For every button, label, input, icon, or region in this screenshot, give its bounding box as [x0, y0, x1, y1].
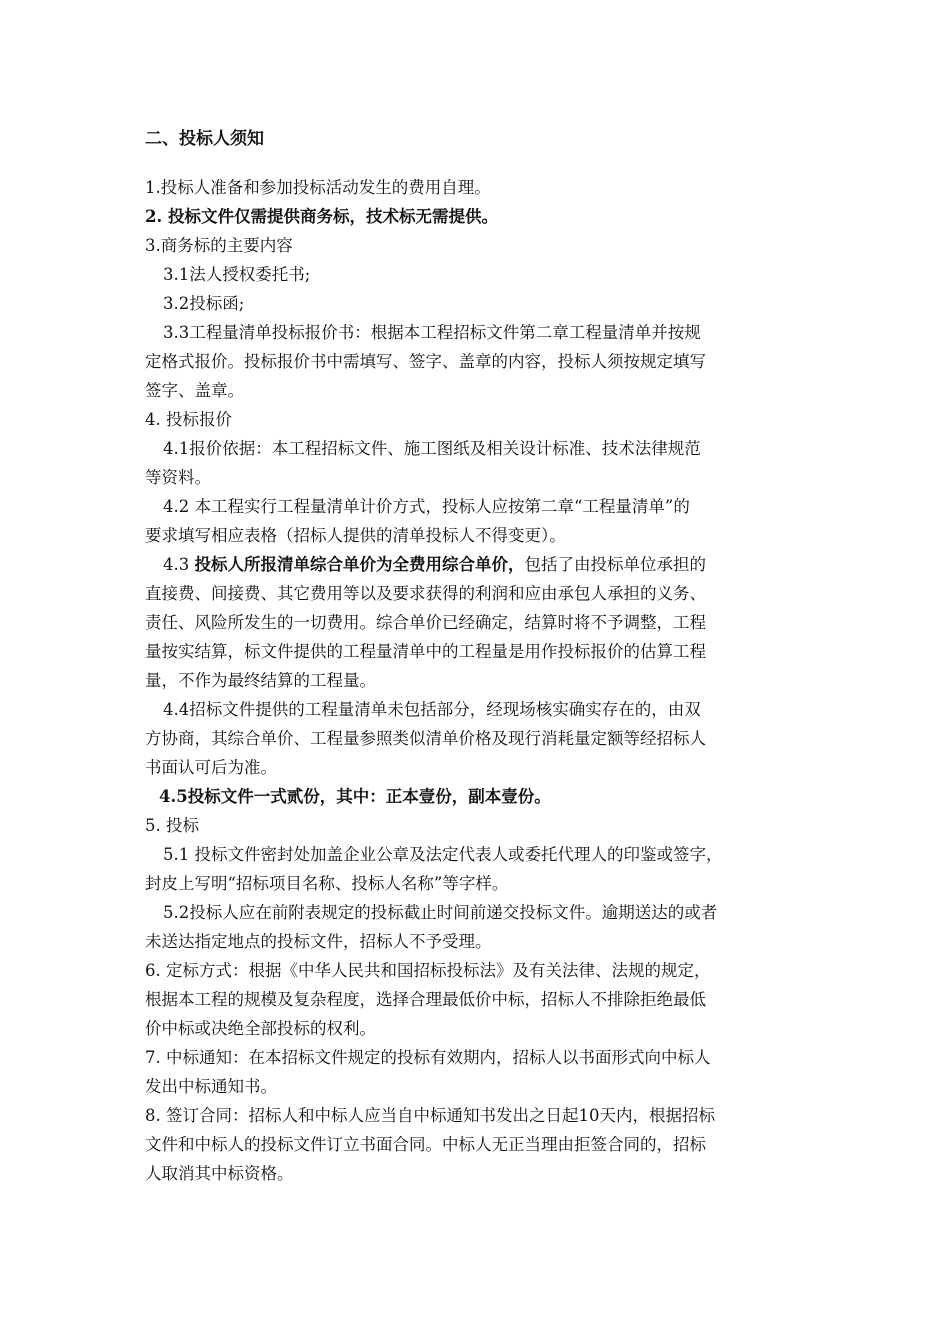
- clause-6-line-1: 6. 定标方式：根据《中华人民共和国招标投标法》及有关法律、法规的规定，: [145, 961, 711, 980]
- clause-8-line-3: 人取消其中标资格。: [145, 1164, 294, 1183]
- section-title: 二、投标人须知: [145, 129, 264, 149]
- clause-5-1-line-2: 封皮上写明“招标项目名称、投标人名称”等字样。: [145, 874, 509, 893]
- clause-6-line-3: 价中标或决绝全部投标的权利。: [145, 1019, 376, 1038]
- clause-4-3-line-5: 量，不作为最终结算的工程量。: [145, 671, 376, 690]
- document-page: [145, 125, 815, 1188]
- clause-7-line-2: 发出中标通知书。: [145, 1077, 277, 1096]
- clause-3: 3.商务标的主要内容: [145, 236, 293, 255]
- clause-7-line-1: 7. 中标通知：在本招标文件规定的投标有效期内，招标人以书面形式向中标人: [145, 1048, 711, 1067]
- clause-4-3-line-3: 责任、风险所发生的一切费用。综合单价已经确定，结算时将不予调整，工程: [145, 613, 706, 632]
- clause-4-3-line-2: 直接费、间接费、其它费用等以及要求获得的利润和应由承包人承担的义务、: [145, 584, 706, 603]
- clause-5: 5. 投标: [145, 816, 199, 835]
- clause-4-3-rest: 包括了由投标单位承担的: [524, 555, 706, 574]
- clause-8-line-1: 8. 签订合同：招标人和中标人应当自中标通知书发出之日起10天内，根据招标: [145, 1106, 715, 1125]
- clause-8-line-2: 文件和中标人的投标文件订立书面合同。中标人无正当理由拒签合同的，招标: [145, 1135, 706, 1154]
- clause-4-3-emphasis: 投标人所报清单综合单价为全费用综合单价，: [194, 555, 525, 574]
- clause-5-1-line-1: 5.1 投标文件密封处加盖企业公章及法定代表人或委托代理人的印鉴或签字，: [163, 845, 723, 864]
- clause-4-4-line-1: 4.4招标文件提供的工程量清单未包括部分，经现场核实确实存在的，由双: [163, 700, 701, 719]
- clause-3-1: 3.1法人授权委托书;: [163, 265, 311, 284]
- clause-5-2-line-2: 未送达指定地点的投标文件，招标人不予受理。: [145, 932, 492, 951]
- clause-4-3-line-1: [145, 550, 815, 579]
- clause-4-1-line-1: 4.1报价依据：本工程招标文件、施工图纸及相关设计标准、技术法律规范: [163, 439, 701, 458]
- clause-2: 2. 投标文件仅需提供商务标，技术标无需提供。: [145, 207, 498, 226]
- clause-4-3-line-4: 量按实结算，标文件提供的工程量清单中的工程量是用作投标报价的估算工程: [145, 642, 706, 661]
- clause-4-4-line-3: 书面认可后为准。: [145, 758, 277, 777]
- clause-6-line-2: 根据本工程的规模及复杂程度，选择合理最低价中标，招标人不排除拒绝最低: [145, 990, 706, 1009]
- clause-4-2-line-2: 要求填写相应表格（招标人提供的清单投标人不得变更）。: [145, 526, 566, 545]
- clause-4-2-line-1: 4.2 本工程实行工程量清单计价方式，投标人应按第二章“工程量清单”的: [163, 497, 690, 516]
- clause-4-1-line-2: 等资料。: [145, 468, 211, 487]
- clause-4-4-line-2: 方协商，其综合单价、工程量参照类似清单价格及现行消耗量定额等经招标人: [145, 729, 706, 748]
- clause-4: 4. 投标报价: [145, 410, 232, 429]
- clause-3-3-line-2: 定格式报价。投标报价书中需填写、签字、盖章的内容，投标人须按规定填写: [145, 352, 706, 371]
- clause-4-5: 4.5投标文件一式贰份，其中：正本壹份，副本壹份。: [159, 787, 551, 806]
- clause-3-3-line-1: 3.3工程量清单投标报价书：根据本工程招标文件第二章工程量清单并按规: [163, 323, 701, 342]
- clause-5-2-line-1: 5.2投标人应在前附表规定的投标截止时间前递交投标文件。逾期送达的或者: [163, 903, 718, 922]
- clause-3-2: 3.2投标函;: [163, 294, 245, 313]
- clause-4-3-number: 4.3: [163, 555, 195, 574]
- clause-1: 1.投标人准备和参加投标活动发生的费用自理。: [145, 178, 491, 197]
- clause-3-3-line-3: 签字、盖章。: [145, 381, 244, 400]
